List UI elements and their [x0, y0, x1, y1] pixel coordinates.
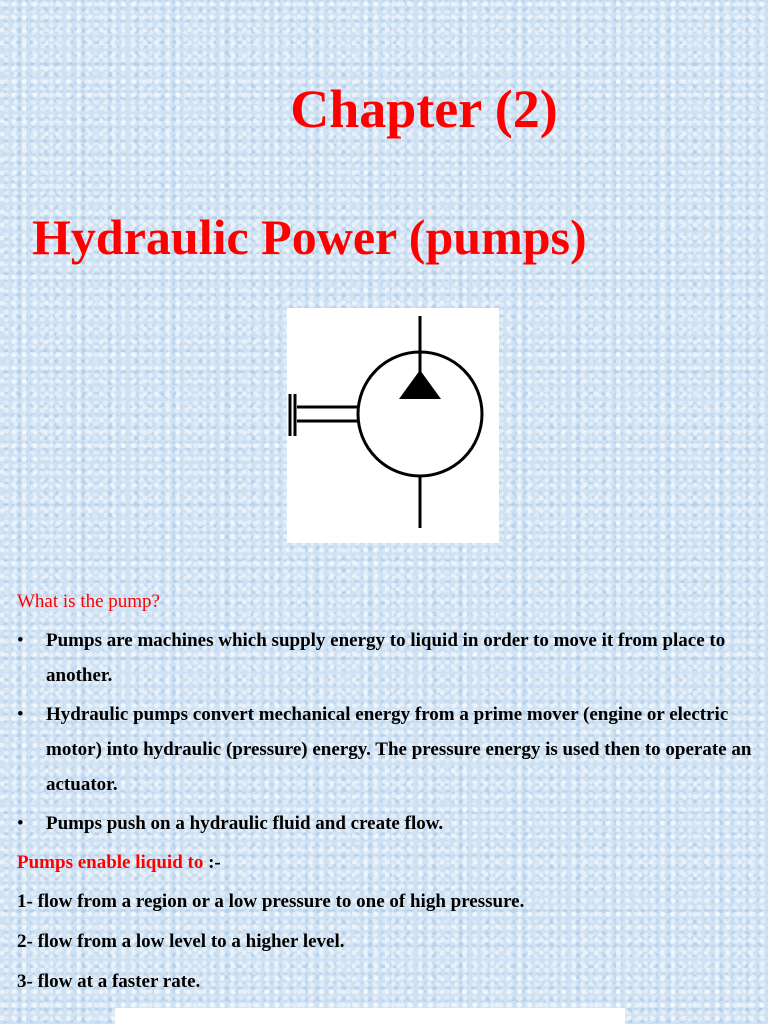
numbered-item: 3- flow at a faster rate.	[17, 971, 201, 992]
enable-heading	[17, 845, 757, 880]
bullet-text: Hydraulic pumps convert mechanical energy from a prime mover (engine or electric motor) into hydraulic (pressure) energy. The pressure energy is used then to operate an actuator.	[46, 704, 752, 795]
bullet-glyph: •	[17, 704, 24, 725]
bullet-glyph: •	[17, 630, 24, 651]
bullet-glyph: •	[17, 813, 24, 834]
enable-label: Pumps enable liquid to	[17, 852, 204, 873]
numbered-item: 2- flow from a low level to a higher level.	[17, 931, 345, 952]
bullet-list	[17, 623, 757, 841]
bullet-text: Pumps are machines which supply energy to liquid in order to move it from place to another.	[46, 630, 726, 686]
next-figure-edge	[115, 1008, 625, 1024]
list-item	[17, 697, 757, 802]
list-item	[17, 806, 757, 841]
list-item	[17, 623, 757, 693]
hydraulic-pump-symbol-icon	[287, 308, 499, 543]
chapter-heading: Chapter (2)	[290, 79, 558, 139]
enable-suffix: :-	[203, 852, 221, 873]
bullet-text: Pumps push on a hydraulic fluid and create flow.	[46, 813, 444, 834]
section-question: What is the pump?	[17, 591, 160, 612]
pump-symbol-panel	[287, 308, 499, 543]
pump-description	[17, 584, 757, 1004]
page-title: Hydraulic Power (pumps)	[32, 209, 587, 265]
numbered-item: 1- flow from a region or a low pressure to one of high pressure.	[17, 891, 525, 912]
